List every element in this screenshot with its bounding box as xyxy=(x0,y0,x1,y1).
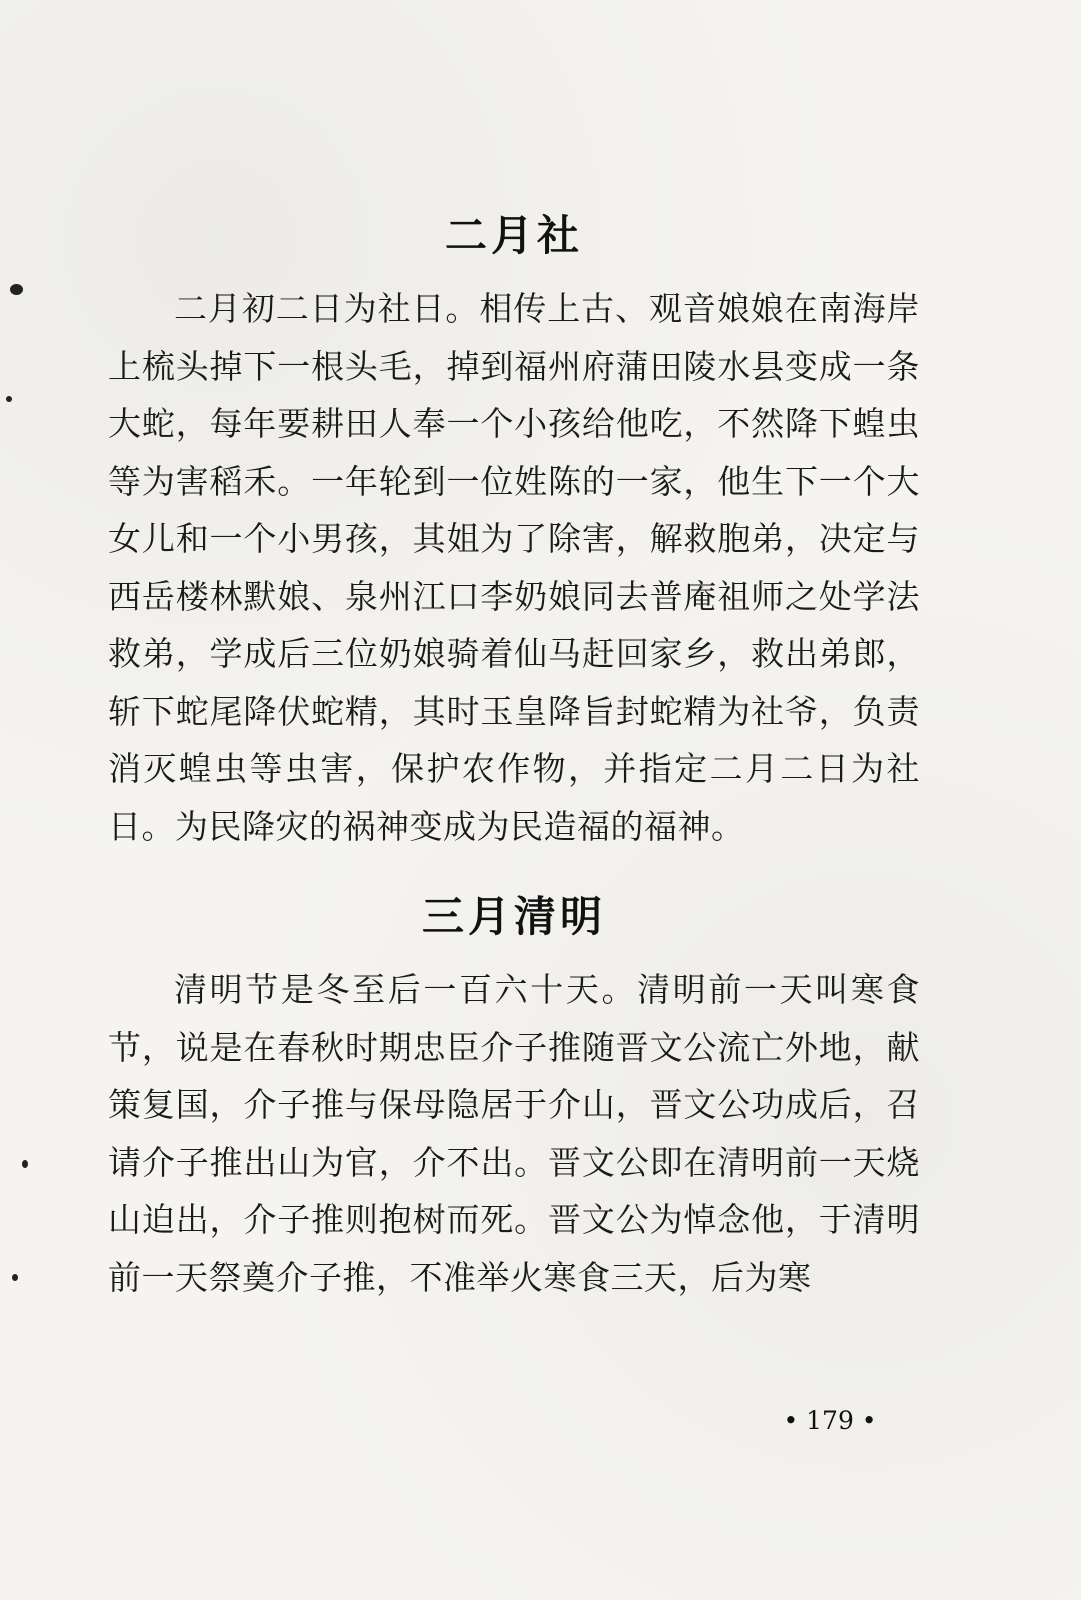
section-body-february-she: 二月初二日为社日。相传上古、观音娘娘在南海岸上梳头掉下一根头毛，掉到福州府蒲田陵水县变成一条大蛇，每年要耕田人奉一个小孩给他吃，不然降下蝗虫等为害稻禾。一年轮到一位姓陈的一家，他生下一个大女儿和一个小男孩，其姐为了除害，解救胞弟，决定与西岳楼林默娘、泉州江口李奶娘同去普庵祖师之处学法救弟，学成后三位奶娘骑着仙马赶回家乡，救出弟郎，斩下蛇尾降伏蛇精，其时玉皇降旨封蛇精为社爷，负责消灭蝗虫等虫害，保护农作物，并指定二月二日为社日。为民降灾的祸神变成为民造福的福神。 xyxy=(108,289,920,846)
margin-speck xyxy=(22,1160,28,1168)
section-title-february-she: 二月社 xyxy=(444,211,583,260)
page-content xyxy=(108,200,920,1306)
section-title-march-qingming: 三月清明 xyxy=(421,892,606,941)
section-body-march-qingming: 清明节是冬至后一百六十天。清明前一天叫寒食节，说是在春秋时期忠臣介子推随晋文公流亡外地，献策复国，介子推与保母隐居于介山，晋文公功成后，召请介子推出山为官，介不出。晋文公即在清明前一天烧山迫出，介子推则抱树而死。晋文公为悼念他，于清明前一天祭奠介子推，不准举火寒食三天，后为寒 xyxy=(108,970,920,1297)
margin-speck xyxy=(10,284,23,295)
margin-speck xyxy=(12,1274,18,1281)
margin-speck xyxy=(6,396,12,402)
page-number: • 179 • xyxy=(783,1406,877,1435)
